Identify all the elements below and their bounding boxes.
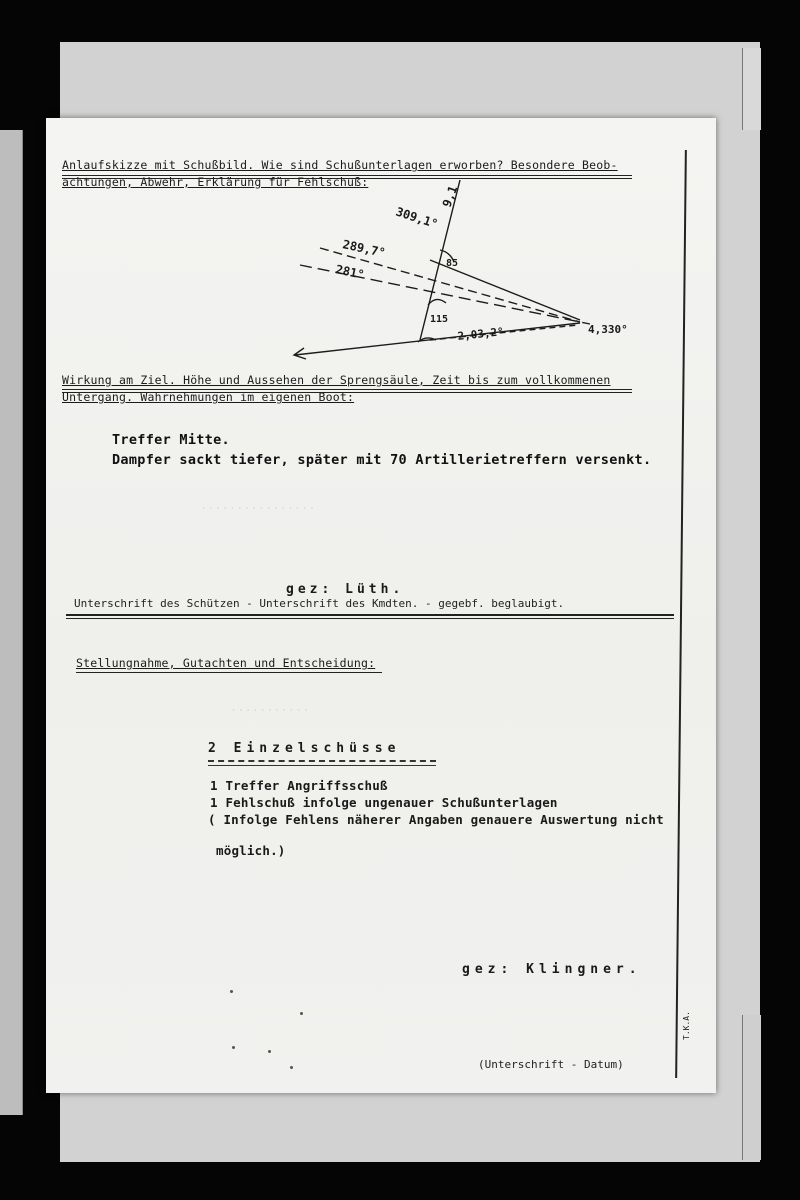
attack-sketch — [280, 170, 670, 370]
footer-signature-caption: (Unterschrift - Datum) — [478, 1058, 624, 1071]
sketch-label-7: 4,330° — [588, 323, 628, 336]
sketch-label-2: 289,7° — [341, 237, 387, 260]
effect-heading-line-1: Wirkung am Ziel. Höhe und Aussehen der Sprengsäule, Zeit bis zum vollkommenen — [62, 373, 611, 387]
speck-1 — [232, 1046, 235, 1049]
side-mark: T.K.A. — [682, 1011, 691, 1040]
commander-signature: gez: Lüth. — [286, 582, 405, 597]
evaluation-title: 2 Einzelschüsse — [208, 741, 401, 756]
evaluator-signature: gez: Klingner. — [462, 962, 642, 977]
signature-rule — [66, 614, 674, 619]
evaluation-section-heading: Stellungnahme, Gutachten und Entscheidung: — [76, 656, 376, 670]
sketch-label-3: 281° — [334, 262, 366, 282]
effect-heading-rule — [62, 389, 632, 393]
effect-heading-line-2: Untergang. Wahrnehmungen im eigenen Boot: — [62, 390, 355, 404]
effect-line-2: Dampfer sackt tiefer, später mit 70 Artillerietreffern versenkt. — [112, 452, 652, 468]
top-right-tab — [742, 48, 761, 130]
speck-2 — [268, 1050, 271, 1053]
sketch-label-6: 2,03,2° — [456, 325, 505, 343]
bleed-through-1: ................ — [200, 498, 316, 512]
speck-4 — [300, 1012, 303, 1015]
sketch-heading-line-1: Anlaufskizze mit Schußbild. Wie sind Schußunterlagen erworben? Besondere Beob- — [62, 158, 618, 172]
speck-5 — [230, 990, 233, 993]
evaluation-line-1: 1 Treffer Angriffsschuß — [210, 778, 388, 793]
sketch-heading-line-2: achtungen, Abwehr, Erklärung für Fehlschuß: — [62, 175, 369, 189]
right-sheet-edge — [742, 1015, 761, 1160]
sketch-angle-arc — [428, 299, 446, 305]
evaluation-heading-rule — [76, 672, 382, 673]
sketch-label-5: 115 — [430, 314, 449, 325]
evaluation-title-rule — [208, 760, 436, 766]
evaluation-line-3: ( Infolge Fehlens näherer Angaben genauere Auswertung nicht — [208, 812, 664, 827]
bleed-through-2: ........... — [230, 700, 310, 714]
left-page-edge — [0, 130, 23, 1115]
sketch-label-0: 309,1° — [394, 204, 440, 232]
evaluation-line-4: möglich.) — [216, 843, 286, 858]
evaluation-line-2: 1 Fehlschuß infolge ungenauer Schußunterlagen — [210, 795, 558, 810]
effect-line-1: Treffer Mitte. — [112, 432, 230, 448]
signature-caption: Unterschrift des Schützen - Unterschrift des Kmdten. - gegebf. beglaubigt. — [74, 597, 565, 610]
speck-3 — [290, 1066, 293, 1069]
sketch-label-1: 9,1 — [439, 183, 461, 210]
sketch-label-4: 85 — [446, 258, 459, 269]
sketch-line-d — [295, 323, 580, 355]
sketch-line-c — [430, 260, 580, 320]
